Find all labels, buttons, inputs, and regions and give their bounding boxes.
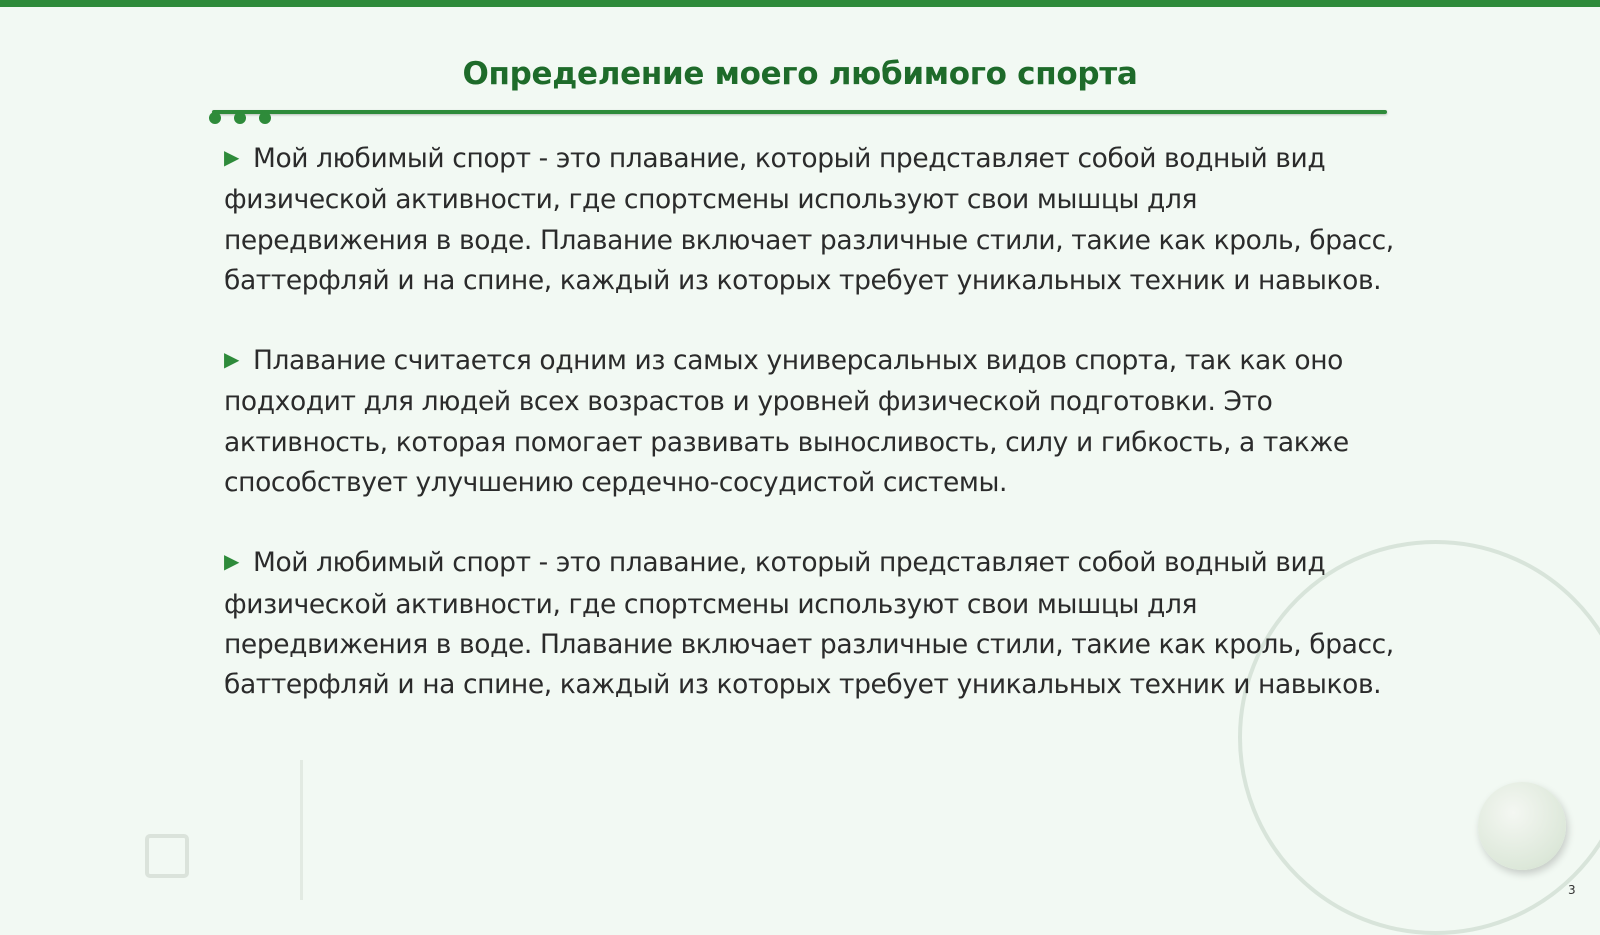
- bullet-text: Мой любимый спорт - это плавание, который представляет собой водный вид физической активности, где спортсмены используют свои мышцы для передвижения в воде. Плавание включает различные стили, такие как кроль, брасс, баттерфляй и на спине, каждый из которых требует уникальных техник и навыков.: [224, 143, 1394, 296]
- triangle-bullet-icon: ▶: [224, 347, 239, 372]
- decorative-line: [300, 760, 303, 900]
- triangle-bullet-icon: ▶: [224, 549, 239, 574]
- page-number: 3: [1568, 883, 1576, 897]
- bullet-item: [224, 341, 1394, 503]
- decorative-disc: [1478, 782, 1566, 870]
- decorative-dot: [234, 112, 246, 124]
- bullet-list: [224, 139, 1394, 746]
- decorative-dot: [209, 112, 221, 124]
- decorative-dot: [259, 112, 271, 124]
- top-accent-bar: [0, 0, 1600, 7]
- slide-title: Определение моего любимого спорта: [462, 56, 1138, 92]
- triangle-bullet-icon: ▶: [224, 145, 239, 169]
- title-underline: [212, 110, 1387, 114]
- bullet-text: Мой любимый спорт - это плавание, который представляет собой водный вид физической активности, где спортсмены используют свои мышцы для передвижения в воде. Плавание включает различные стили, такие как кроль, брасс, баттерфляй и на спине, каждый из которых требует уникальных техник и навыков.: [224, 547, 1394, 701]
- bullet-item: [224, 139, 1394, 301]
- bullet-item: [224, 543, 1394, 705]
- decorative-square: [145, 834, 189, 878]
- bullet-text: Плавание считается одним из самых универсальных видов спорта, так как оно подходит для людей всех возрастов и уровней физической подготовки. Это активность, которая помогает развивать выносливость, силу и гибкость, а также способствует улучшению сердечно-сосудистой системы.: [224, 345, 1349, 499]
